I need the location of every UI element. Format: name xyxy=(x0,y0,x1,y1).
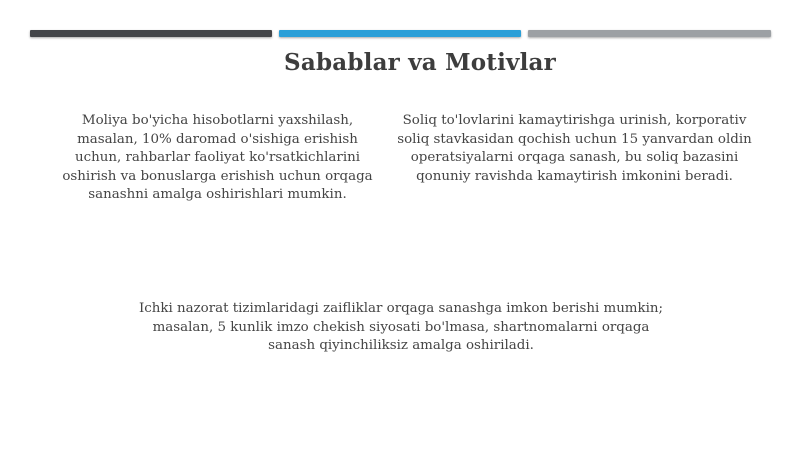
paragraph-bottom: Ichki nazorat tizimlaridagi zaifliklar orqaga sanashga imkon berishi mumkin; masalan, 5 kunlik imzo chekish siyosati bo'lmasa, shartnomalarni orqaga sanash qiyinchiliksiz amalga oshiriladi. xyxy=(138,301,664,353)
paragraph-right: Soliq to'lovlarini kamaytirishga urinish, korporativ soliq stavkasidan qochish uchun 15 yanvardan oldin operatsiyalarni orqaga sanash, bu soliq bazasini qonuniy ravishda kamaytirish imkonini beradi. xyxy=(397,113,752,184)
slide-title: Sabablar va Motivlar xyxy=(284,49,556,76)
paragraph-left: Moliya bo'yicha hisobotlarni yaxshilash, masalan, 10% daromad o'sishiga erishish uchun, rahbarlar faoliyat ko'rsatkichlarini oshirish va bonuslarga erishish uchun orqaga sanashni amalga oshirishlari mumkin. xyxy=(62,113,373,202)
header-bar-dark xyxy=(30,30,272,37)
header-bar-gray xyxy=(528,30,771,37)
header-bar-blue xyxy=(279,30,521,37)
